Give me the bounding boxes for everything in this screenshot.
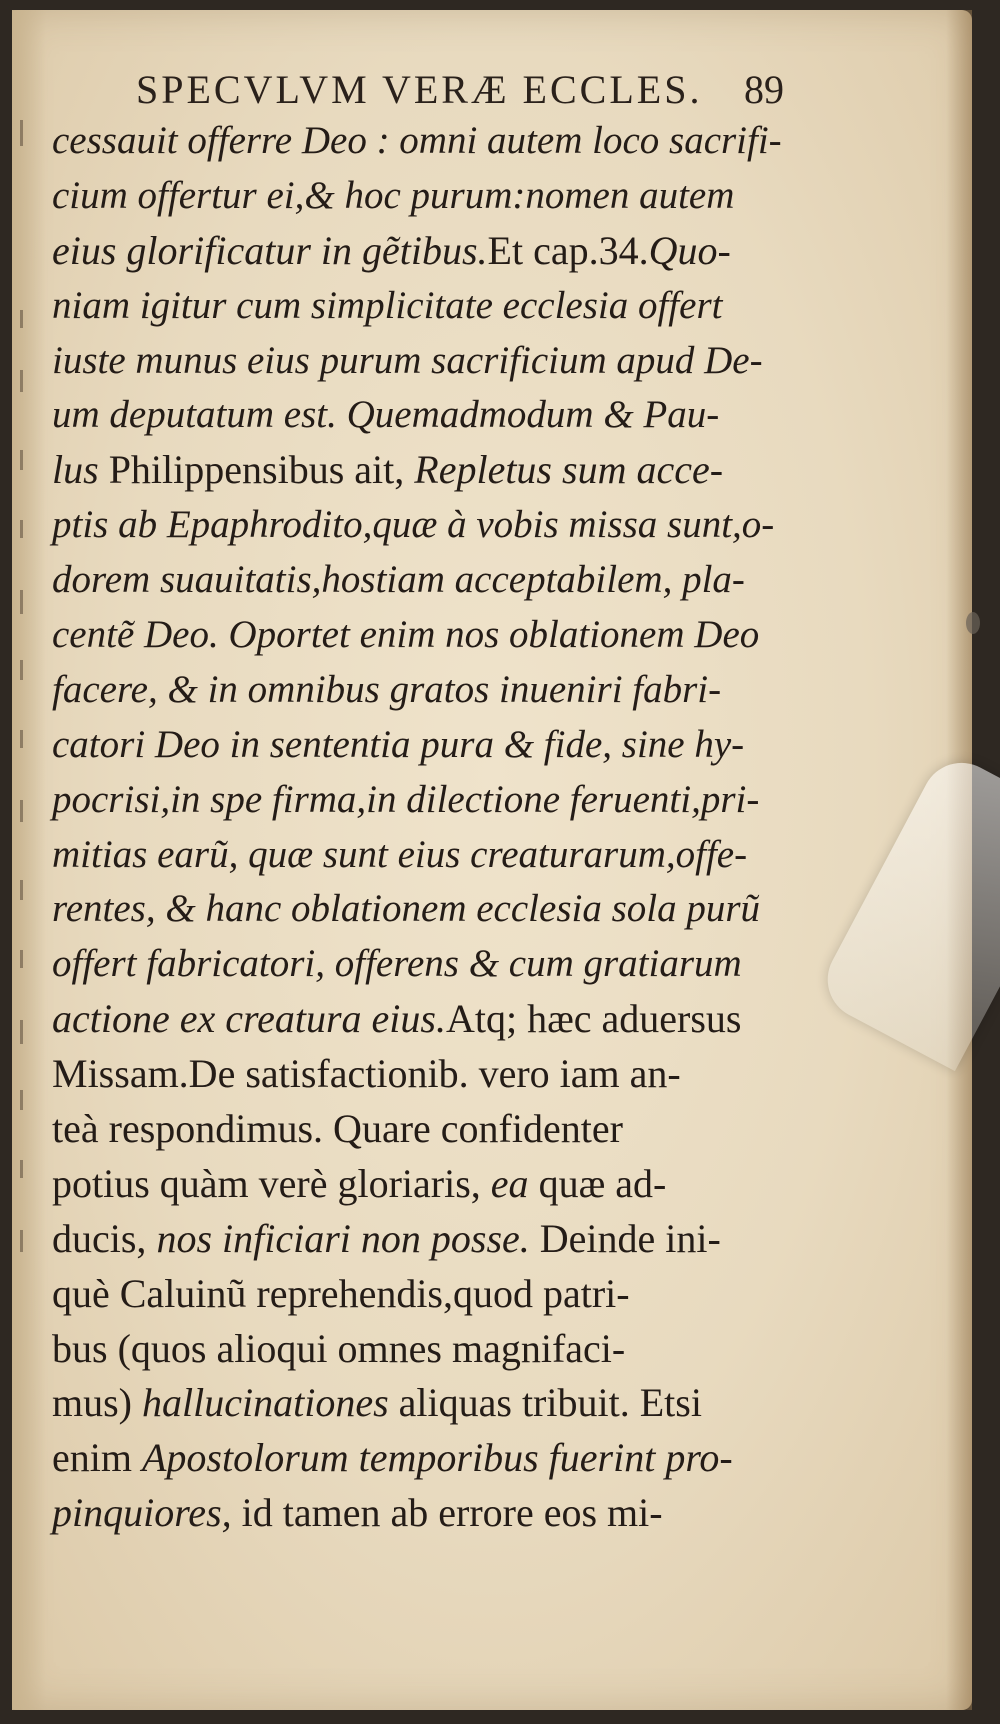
text-line xyxy=(52,1212,782,1267)
text-line-segment: Atq; hæc aduersus xyxy=(445,996,742,1042)
margin-show-through-marks xyxy=(14,120,32,1420)
text-line: Missam.De satisfactionib. vero iam an- xyxy=(52,1051,681,1097)
text-block xyxy=(52,114,782,1541)
text-line-segment: eius glorificatur in gẽtibus. xyxy=(52,227,488,273)
text-line-segment: Et cap.34. xyxy=(487,227,649,273)
text-line xyxy=(52,1376,782,1431)
text-line: niam igitur cum simplicitate ecclesia offert xyxy=(52,283,723,327)
text-line: facere, & in omnibus gratos inueniri fabri- xyxy=(52,667,722,711)
text-line: mitias earũ, quæ sunt eius creaturarum,offe- xyxy=(52,832,748,876)
text-line: ptis ab Epaphrodito,quæ à vobis missa sunt,o- xyxy=(52,503,775,547)
text-line: um deputatum est. Quemadmodum & Pau- xyxy=(52,393,720,437)
text-line-segment: hallucinationes xyxy=(142,1380,389,1426)
text-line-segment: Quo- xyxy=(648,227,731,273)
text-line xyxy=(52,443,782,498)
text-line-segment: potius quàm verè gloriaris, xyxy=(52,1160,491,1206)
text-line-segment: mus) xyxy=(52,1380,142,1426)
text-line-segment: ea xyxy=(490,1160,529,1206)
text-line: dorem suauitatis,hostiam acceptabilem, pla- xyxy=(52,558,745,602)
text-line-segment: ducis, xyxy=(52,1215,157,1261)
text-line: iuste munus eius purum sacrificium apud De- xyxy=(52,338,763,382)
text-line-segment: aliquas tribuit. Etsi xyxy=(388,1380,702,1426)
text-line: centẽ Deo. Oportet enim nos oblationem Deo xyxy=(52,613,760,657)
text-line xyxy=(52,1431,782,1486)
text-line xyxy=(52,992,782,1047)
text-line-segment: pinquiores, xyxy=(52,1490,232,1536)
page-blemish xyxy=(966,612,980,634)
page-number: 89 xyxy=(744,67,784,112)
text-line: cessauit offerre Deo : omni autem loco sacrifi- xyxy=(52,119,782,162)
text-line xyxy=(52,224,782,279)
text-line-segment: id tamen ab errore eos mi- xyxy=(231,1490,663,1536)
text-line-segment: enim xyxy=(52,1435,142,1481)
text-line: què Caluinũ reprehendis,quod patri- xyxy=(52,1270,630,1316)
running-head xyxy=(136,66,796,113)
text-line-segment: Repletus sum acce- xyxy=(414,447,724,493)
text-line: catori Deo in sententia pura & fide, sine hy- xyxy=(52,722,745,766)
text-line xyxy=(52,1157,782,1212)
text-line-segment: lus xyxy=(52,447,109,493)
running-head-title: SPECVLVM VERÆ ECCLES. xyxy=(136,67,703,112)
text-line xyxy=(52,1486,782,1541)
text-line: cium offertur ei,& hoc purum:nomen autem xyxy=(52,173,735,217)
text-line-segment: actione ex creatura eius. xyxy=(52,996,446,1042)
text-line-segment: quæ ad- xyxy=(528,1160,667,1206)
text-line: teà respondimus. Quare confidenter xyxy=(52,1106,623,1152)
text-line: pocrisi,in spe firma,in dilectione feruenti,pri- xyxy=(52,777,760,821)
text-line: offert fabricatori, offerens & cum gratiarum xyxy=(52,942,742,986)
text-line-segment: Apostolorum temporibus fuerint pro- xyxy=(141,1435,733,1481)
text-line: bus (quos alioqui omnes magnifaci- xyxy=(52,1325,626,1371)
text-line-segment: Philippensibus ait, xyxy=(108,447,415,493)
text-line-segment: nos inficiari non posse. xyxy=(156,1215,530,1261)
text-line-segment: Deinde ini- xyxy=(529,1215,721,1261)
text-line: rentes, & hanc oblationem ecclesia sola purũ xyxy=(52,887,761,931)
